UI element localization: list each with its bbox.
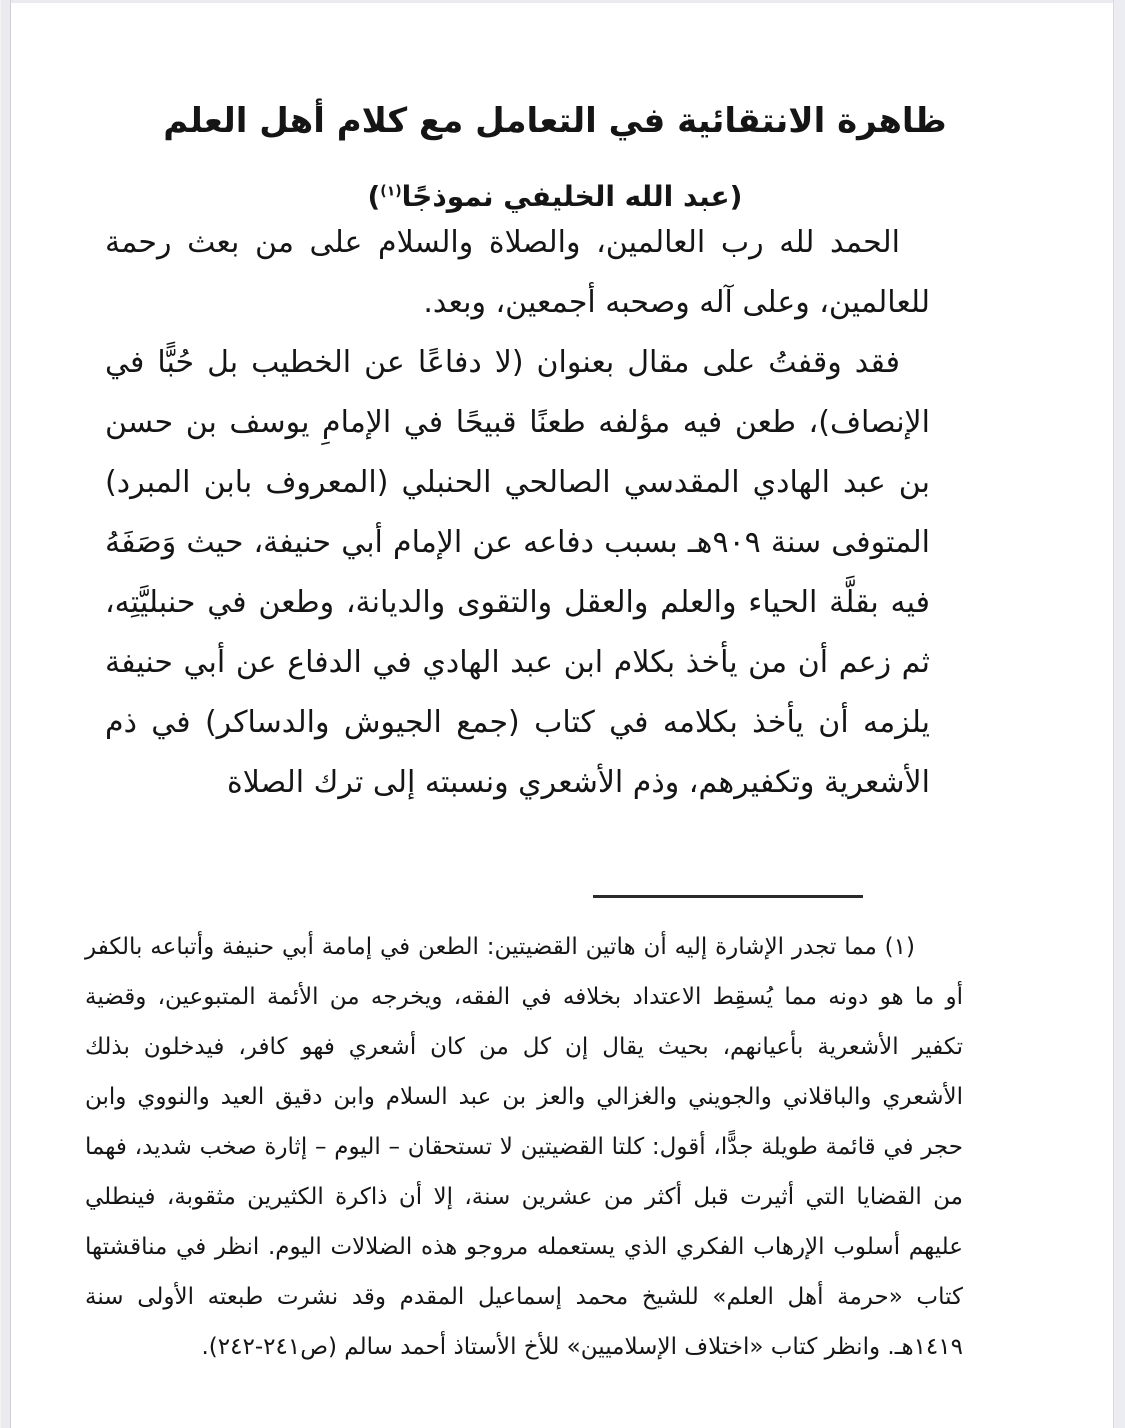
footnote-reference-marker: (١) [380,183,402,200]
subtitle-text-open: (عبد الله الخليفي نموذجًا [401,180,743,214]
body-text-block [105,213,930,813]
footnote-separator-rule [593,895,863,898]
body-paragraph-1: الحمد لله رب العالمين، والصلاة والسلام على من بعث رحمة للعالمين، وعلى آله وصحبه أجمعين، وبعد. [105,225,930,320]
page-edge-top [0,0,1125,3]
subtitle-text-close: ) [367,180,381,214]
article-title: ظاهرة الانتقائية في التعامل مع كلام أهل العلم [163,100,947,141]
footnote-block [85,922,963,1372]
page-edge-right [1113,0,1125,1428]
footnote-text: (١) مما تجدر الإشارة إليه أن هاتين القضيتين: الطعن في إمامة أبي حنيفة وأتباعه بالكفر أو ما هو دونه مما يُسقِط الاعتداد بخلافه في الفقه، ويخرجه من الأئمة المتبوعين، وقضية تكفير الأشعرية بأعيانهم، بحيث يقال إن كل من كان أشعري فهو كافر، فيدخلون بذلك الأشعري والباقلاني والجويني والغزالي والعز بن عبد السلام وابن دقيق العيد والنووي وابن حجر في قائمة طويلة جدًّا، أقول: كلتا القضيتين لا تستحقان – اليوم – إثارة صخب شديد، فهما من القضايا التي أثيرت قبل أكثر من عشرين سنة، إلا أن ذاكرة الكثيرين مثقوبة، فينطلي عليهم أسلوب الإرهاب الفكري الذي يستعمله مروجو هذه الضلالات اليوم. انظر في مناقشتها كتاب «حرمة أهل العلم» للشيخ محمد إسماعيل المقدم وقد نشرت طبعته الأولى سنة ١٤١٩هـ. وانظر كتاب «اختلاف الإسلاميين» للأخ الأستاذ أحمد سالم (ص٢٤١-٢٤٢). [85,934,963,1360]
page-edge-left [0,0,11,1428]
body-paragraph-2: فقد وقفتُ على مقال بعنوان (لا دفاعًا عن الخطيب بل حُبًّا في الإنصاف)، طعن فيه مؤلفه طعنًا قبيحًا في الإمامِ يوسف بن حسن بن عبد الهادي المقدسي الصالحي الحنبلي (المعروف بابن المبرد) المتوفى سنة ٩٠٩هـ بسبب دفاعه عن الإمام أبي حنيفة، حيث وَصَفَهُ فيه بقلَّة الحياء والعلم والعقل والتقوى والديانة، وطعن في حنبليَّتِه، ثم زعم أن من يأخذ بكلام ابن عبد الهادي في الدفاع عن أبي حنيفة يلزمه أن يأخذ بكلامه في كتاب (جمع الجيوش والدساكر) في ذم الأشعرية وتكفيرهم، وذم الأشعري ونسبته إلى ترك الصلاة [105,345,931,800]
